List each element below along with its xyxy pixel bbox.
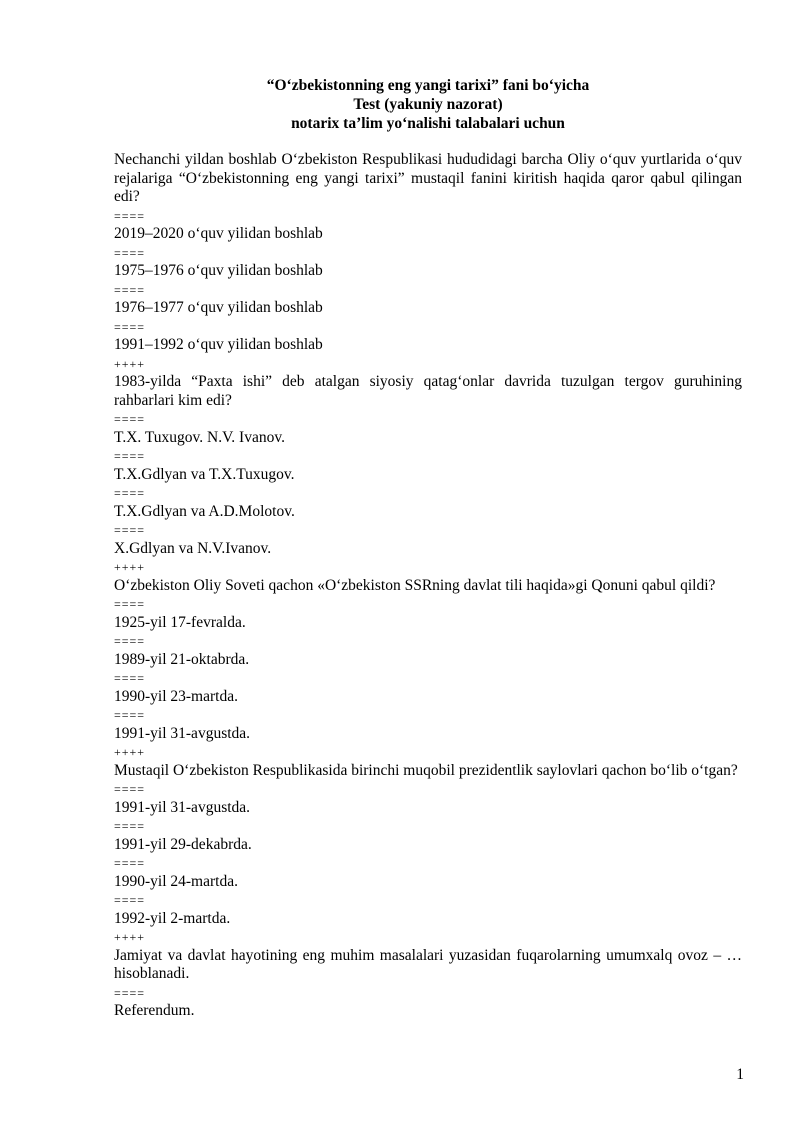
option-separator: ==== bbox=[114, 856, 146, 870]
question-separator: ++++ bbox=[114, 745, 146, 759]
answer-option: 1989-yil 21-oktabrda. bbox=[114, 650, 250, 668]
option-separator: ==== bbox=[114, 486, 146, 500]
answer-option: T.X.Gdlyan va A.D.Molotov. bbox=[114, 502, 295, 520]
option-separator: ==== bbox=[114, 782, 146, 796]
answer-option: T.X. Tuxugov. N.V. Ivanov. bbox=[114, 428, 285, 446]
option-separator: ==== bbox=[114, 412, 146, 426]
answer-option: X.Gdlyan va N.V.Ivanov. bbox=[114, 539, 272, 557]
answer-option: 1991–1992 o‘quv yilidan boshlab bbox=[114, 336, 323, 353]
page-number: 1 bbox=[736, 1066, 744, 1083]
option-separator: ==== bbox=[114, 319, 146, 334]
answer-option: 1990-yil 24-martda. bbox=[114, 872, 238, 890]
document-header bbox=[114, 76, 742, 133]
option-separator: ==== bbox=[114, 597, 146, 611]
option-separator: ==== bbox=[114, 671, 146, 685]
option-separator: ==== bbox=[114, 634, 146, 648]
answer-option: 1992-yil 2-martda. bbox=[114, 909, 231, 927]
option-separator: ==== bbox=[114, 819, 146, 833]
answer-option: 1976–1977 o‘quv yilidan boshlab bbox=[114, 299, 323, 316]
header-audience: notarix ta’lim yo‘nalishi talabalari uchun bbox=[291, 115, 565, 132]
answer-option: 1991-yil 29-dekabrda. bbox=[114, 835, 252, 853]
test-content bbox=[114, 151, 742, 1021]
option-separator: ==== bbox=[114, 245, 146, 260]
option-separator: ==== bbox=[114, 208, 146, 223]
question-text: 1983-yilda “Paxta ishi” deb atalgan siyosiy qatag‘onlar davrida tuzulgan tergov guruhining rahbarlari kim edi? bbox=[114, 373, 742, 409]
answer-option: T.X.Gdlyan va T.X.Tuxugov. bbox=[114, 465, 295, 483]
question-separator: ++++ bbox=[114, 356, 146, 371]
answer-option: 1991-yil 31-avgustda. bbox=[114, 798, 251, 816]
option-separator: ==== bbox=[114, 893, 146, 907]
option-separator: ==== bbox=[114, 523, 146, 537]
answer-option: 1975–1976 o‘quv yilidan boshlab bbox=[114, 262, 323, 279]
answer-option: 2019–2020 o‘quv yilidan boshlab bbox=[114, 225, 323, 242]
option-separator: ==== bbox=[114, 985, 146, 1000]
question-text: Mustaqil O‘zbekiston Respublikasida birinchi muqobil prezidentlik saylovlari qachon bo‘lib o‘tgan? bbox=[114, 761, 738, 779]
option-separator: ==== bbox=[114, 282, 146, 297]
question-text: Jamiyat va davlat hayotining eng muhim masalalari yuzasidan fuqarolarning umumxalq ovoz – … hisoblanadi. bbox=[114, 946, 742, 982]
question-text: Nechanchi yildan boshlab O‘zbekiston Respublikasi hududidagi barcha Oliy o‘quv yurtlarida o‘quv rejalariga “O‘zbekistonning eng yangi tarixi” mustaqil fanini kiritish haqida qaror qabul qilingan edi? bbox=[114, 151, 742, 205]
answer-option: Referendum. bbox=[114, 1002, 195, 1019]
header-title: “O‘zbekistonning eng yangi tarixi” fani bo‘yicha bbox=[266, 77, 590, 94]
answer-option: 1991-yil 31-avgustda. bbox=[114, 724, 251, 742]
answer-option: 1925-yil 17-fevralda. bbox=[114, 613, 246, 631]
option-separator: ==== bbox=[114, 708, 146, 722]
question-separator: ++++ bbox=[114, 930, 146, 944]
answer-option: 1990-yil 23-martda. bbox=[114, 687, 238, 705]
header-subtitle: Test (yakuniy nazorat) bbox=[353, 96, 503, 113]
option-separator: ==== bbox=[114, 449, 146, 463]
question-separator: ++++ bbox=[114, 560, 146, 574]
question-text: O‘zbekiston Oliy Soveti qachon «O‘zbekiston SSRning davlat tili haqida»gi Qonuni qabul qildi? bbox=[114, 576, 716, 594]
